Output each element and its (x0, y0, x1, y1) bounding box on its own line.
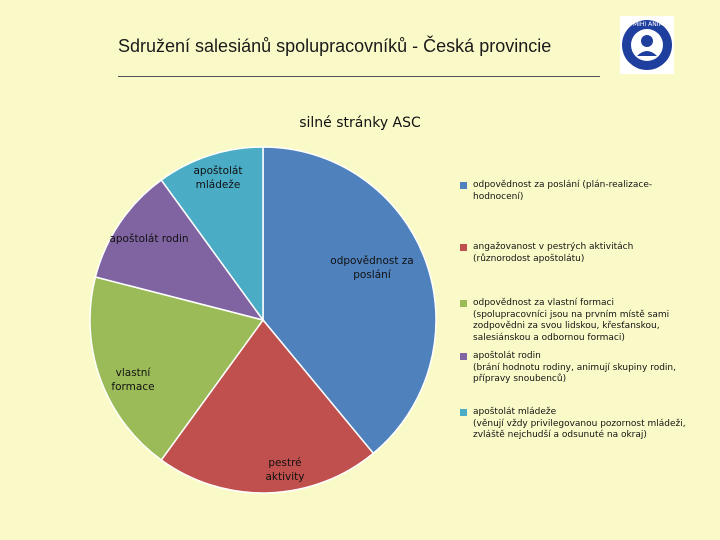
legend-text (473, 407, 700, 442)
legend-line: odpovědnost za vlastní formaci (473, 298, 614, 308)
legend-swatch (460, 244, 467, 251)
legend-item (460, 351, 700, 386)
legend-text (473, 351, 700, 386)
legend-text (473, 180, 700, 203)
legend-line: (spolupracovníci jsou na prvním místě sami (473, 309, 670, 320)
chart-title: silné stránky ASC (299, 115, 421, 131)
slice-label: apoštolát mládeže (193, 165, 243, 191)
slice-label: apoštolát rodin (109, 233, 189, 245)
legend-item (460, 242, 700, 265)
legend-text (473, 242, 700, 265)
legend-line: angažovanost v pestrých aktivitách (473, 242, 634, 252)
slide-title: Sdružení salesiánů spolupracovníků - Česká provincie (118, 36, 552, 56)
legend-line: (věnují vždy privilegovanou pozornost mládeži, (473, 418, 686, 429)
logo-text: DA MIHI ANIMAS (622, 21, 672, 28)
slice-label: pestré aktivity (265, 457, 305, 483)
legend-swatch (460, 409, 467, 416)
legend-line: apoštolát mládeže (473, 407, 557, 417)
legend-item (460, 298, 700, 344)
legend-line: hodnocení) (473, 191, 524, 202)
legend-line: salesiánskou a odbornou formaci) (473, 332, 625, 343)
legend-item (460, 407, 700, 442)
legend-item (460, 180, 700, 203)
legend-swatch (460, 353, 467, 360)
legend-line: odpovědnost za poslání (plán-realizace- (473, 180, 653, 190)
legend-line: (brání hodnotu rodiny, animují skupiny rodin, (473, 362, 676, 373)
legend-line: apoštolát rodin (473, 351, 541, 361)
legend-line: zodpovědni za svou lidskou, křesťanskou, (473, 321, 660, 331)
legend-line: (různorodost apoštolátu) (473, 253, 585, 264)
legend-swatch (460, 182, 467, 189)
legend-text (473, 298, 700, 344)
legend-line: přípravy snoubenců) (473, 374, 567, 384)
slice-label: odpovědnost za poslání (330, 255, 414, 281)
slice-label: vlastní formace (111, 367, 155, 393)
legend-swatch (460, 300, 467, 307)
legend-line: zvláště nejchudší a odsunuté na okraj) (473, 430, 647, 440)
